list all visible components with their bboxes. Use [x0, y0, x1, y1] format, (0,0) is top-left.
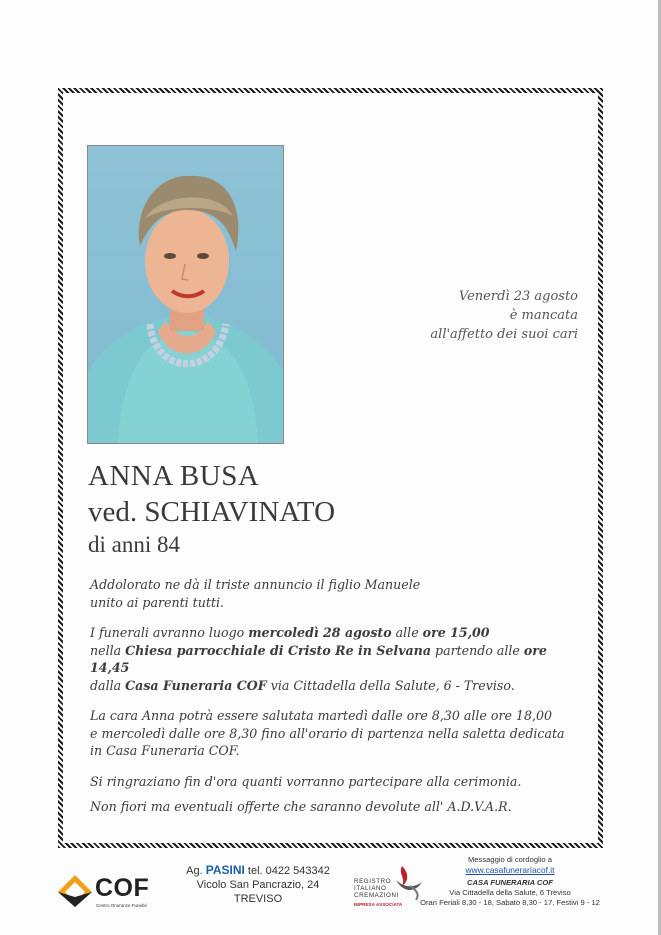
- funeral-line-2: nella Chiesa parrocchiale di Cristo Re in Selvana partendo alle ore 14,45: [90, 642, 547, 675]
- footer: COF Centro Onoranze Funebri Ag. PASINI tel. 0422 543342 Vicolo San Pancrazio, 24 TREVISO REGISTRO ITALIANO CREMAZIONI IMPRESA ASSOCIATA Messaggio di cordoglio a www.casafuneraríacof.it CASA FUNERARIA COF Via Cittadella della Salute, 6 Treviso Orari Feriali 8,30 - 18, Sabato 8,30 - 17, Festivi 9 - 12: [0, 850, 661, 935]
- casa-funeraria-address: Via Cittadella della Salute, 6 Treviso: [449, 888, 571, 897]
- agency-info: Ag. PASINI tel. 0422 543342 Vicolo San Pancrazio, 24 TREVISO: [178, 863, 338, 906]
- agency-city: TREVISO: [233, 893, 283, 905]
- deceased-name: ANNA BUSA: [88, 460, 260, 492]
- visitation-line-2: e mercoledì dalle ore 8,30 fino all'orario di partenza nella saletta dedicata: [90, 725, 565, 741]
- affection-line: all'affetto dei suoi cari: [430, 327, 578, 342]
- opening-hours: Orari Feriali 8,30 - 18, Sabato 8,30 - 17, Festivi 9 - 12: [420, 898, 600, 907]
- condolence-label: Messaggio di cordoglio a: [467, 855, 552, 864]
- church-name: Chiesa parrocchiale di Cristo Re in Selvana: [125, 642, 431, 658]
- deceased-name-block: [88, 459, 335, 560]
- funeral-line-3: dalla Casa Funeraria COF via Cittadella della Salute, 6 - Treviso.: [90, 677, 515, 693]
- departure-time: ore 14,45: [90, 642, 547, 675]
- portrait-photo: [87, 145, 284, 444]
- married-name: ved. SCHIAVINATO: [88, 496, 336, 528]
- condolence-link[interactable]: www.casafuneraríacof.it: [465, 865, 555, 875]
- funeral-time: ore 15,00: [422, 625, 490, 640]
- announcement-line-1: Addolorato ne dà il triste annuncio il figlio Manuele: [90, 577, 421, 592]
- passed-line: è mancata: [509, 308, 578, 323]
- cof-subtitle: Centro Onoranze Funebri: [96, 903, 148, 908]
- agency-phone: tel. 0422 543342: [247, 865, 330, 877]
- death-note: [430, 287, 578, 344]
- funeral-line-1: I funerali avranno luogo mercoledì 28 agosto alle ore 15,00: [90, 625, 490, 640]
- cof-logo-text: COF: [95, 874, 150, 902]
- funeral-day: mercoledì 28 agosto: [248, 625, 392, 640]
- agency-address: Vicolo San Pancrazio, 24: [196, 879, 320, 891]
- casa-funeraria-name: CASA FUNERARIA COF: [467, 878, 553, 887]
- announcement-line-2: unito ai parenti tutti.: [90, 594, 225, 610]
- thanks-line: Si ringraziano fin d'ora quanti vorranno partecipare alla cerimonia.: [90, 773, 522, 789]
- cof-logo-icon: [56, 873, 94, 907]
- visitation-line-3: in Casa Funeraria COF.: [90, 743, 240, 758]
- date-line: Venerdì 23 agosto: [458, 289, 578, 304]
- announcement-body: [90, 576, 590, 816]
- agency-name: PASINI: [205, 863, 245, 877]
- funeral-home-name: Casa Funeraria COF: [125, 677, 267, 693]
- visitation-line-1: La cara Anna potrà essere salutata martedì dalle ore 8,30 alle ore 18,00: [90, 708, 552, 723]
- flowers-line: Non fiori ma eventuali offerte che saranno devolute all' A.D.V.A.R.: [90, 799, 512, 814]
- age: di anni 84: [88, 532, 180, 557]
- condolence-info: [415, 855, 605, 908]
